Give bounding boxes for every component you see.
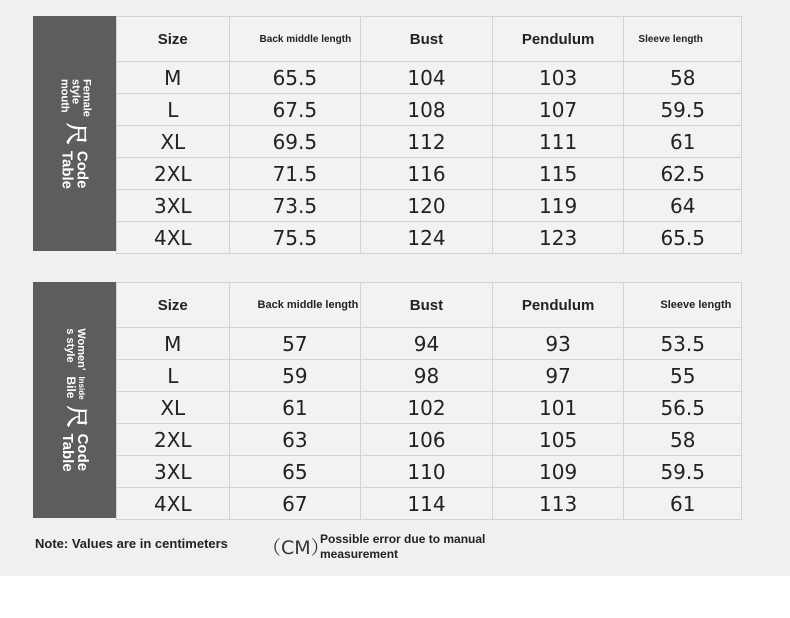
cell-back-length: 67 (229, 488, 361, 520)
cell-back-length: 65.5 (229, 62, 361, 94)
cell-size: L (117, 94, 230, 126)
side-label-line: Bile (63, 376, 78, 399)
cell-size: 2XL (117, 424, 230, 456)
side-label-line: Female (80, 78, 92, 117)
cell-pendulum: 113 (492, 488, 624, 520)
side-label-female (33, 16, 116, 251)
header-bust: Bust (361, 283, 493, 328)
size-table-female (116, 16, 742, 254)
header-pendulum: Pendulum (492, 17, 624, 62)
table-header-row (117, 17, 742, 62)
cell-back-length: 75.5 (229, 222, 361, 254)
header-back-middle-length: Back middle length (229, 283, 361, 328)
header-bust: Bust (361, 17, 493, 62)
header-size: Size (117, 17, 230, 62)
cell-sleeve: 56.5 (624, 392, 742, 424)
cell-pendulum: 111 (492, 126, 624, 158)
cell-back-length: 57 (229, 328, 361, 360)
table-row (117, 190, 742, 222)
cell-sleeve: 53.5 (624, 328, 742, 360)
cell-size: 4XL (117, 488, 230, 520)
table-row (117, 456, 742, 488)
header-back-middle-length: Back middle length (229, 17, 361, 62)
cell-sleeve: 61 (624, 488, 742, 520)
cell-sleeve: 59.5 (624, 456, 742, 488)
error-note: Possible error due to manual measurement (320, 532, 486, 561)
side-label-line: Code (73, 150, 91, 188)
cell-back-length: 61 (229, 392, 361, 424)
side-label-line: style (69, 78, 81, 104)
cell-bust: 114 (361, 488, 493, 520)
size-table-womens (116, 282, 742, 520)
cell-pendulum: 103 (492, 62, 624, 94)
cell-bust: 120 (361, 190, 493, 222)
cell-sleeve: 64 (624, 190, 742, 222)
womens-size-table-block (33, 282, 742, 518)
cell-bust: 98 (361, 360, 493, 392)
cell-back-length: 67.5 (229, 94, 361, 126)
cell-size: M (117, 328, 230, 360)
cell-bust: 102 (361, 392, 493, 424)
table-row (117, 126, 742, 158)
female-size-table-block (33, 16, 742, 251)
cell-back-length: 65 (229, 456, 361, 488)
units-cm: （CM） (262, 537, 330, 559)
cell-size: 3XL (117, 190, 230, 222)
table-row (117, 424, 742, 456)
cell-back-length: 63 (229, 424, 361, 456)
side-label-womens (33, 282, 116, 518)
side-label-glyph: 尺 (62, 405, 88, 428)
units-note: Note: Values are in centimeters (35, 536, 228, 551)
cell-back-length: 73.5 (229, 190, 361, 222)
side-label-line: Women' (74, 328, 87, 371)
cell-size: M (117, 62, 230, 94)
side-label-line: Table (58, 150, 76, 189)
cell-pendulum: 97 (492, 360, 624, 392)
side-label-line: mouth (58, 78, 70, 113)
side-label-line: Code (73, 433, 91, 472)
cell-pendulum: 115 (492, 158, 624, 190)
cell-bust: 108 (361, 94, 493, 126)
cell-size: 3XL (117, 456, 230, 488)
cell-back-length: 59 (229, 360, 361, 392)
cell-pendulum: 123 (492, 222, 624, 254)
header-pendulum: Pendulum (492, 283, 624, 328)
cell-size: 4XL (117, 222, 230, 254)
cell-size: XL (117, 392, 230, 424)
cell-bust: 104 (361, 62, 493, 94)
cell-pendulum: 101 (492, 392, 624, 424)
cell-sleeve: 55 (624, 360, 742, 392)
cell-sleeve: 62.5 (624, 158, 742, 190)
table-row (117, 360, 742, 392)
cell-sleeve: 65.5 (624, 222, 742, 254)
cell-bust: 124 (361, 222, 493, 254)
table-row (117, 488, 742, 520)
cell-pendulum: 105 (492, 424, 624, 456)
table-row (117, 62, 742, 94)
side-label-glyph: 尺 (62, 122, 88, 145)
cell-sleeve: 58 (624, 62, 742, 94)
side-label-line: Inside (76, 376, 86, 400)
cell-bust: 106 (361, 424, 493, 456)
table-row (117, 222, 742, 254)
table-row (117, 158, 742, 190)
cell-sleeve: 58 (624, 424, 742, 456)
cell-pendulum: 107 (492, 94, 624, 126)
cell-pendulum: 119 (492, 190, 624, 222)
cell-back-length: 71.5 (229, 158, 361, 190)
header-sleeve-length: Sleeve length (624, 283, 742, 328)
cell-bust: 94 (361, 328, 493, 360)
cell-size: 2XL (117, 158, 230, 190)
table-row (117, 328, 742, 360)
cell-sleeve: 61 (624, 126, 742, 158)
cell-back-length: 69.5 (229, 126, 361, 158)
cell-bust: 112 (361, 126, 493, 158)
header-sleeve-length: Sleeve length (624, 17, 742, 62)
cell-size: XL (117, 126, 230, 158)
table-row (117, 94, 742, 126)
cell-bust: 110 (361, 456, 493, 488)
cell-sleeve: 59.5 (624, 94, 742, 126)
side-label-line: s style (63, 328, 76, 363)
cell-bust: 116 (361, 158, 493, 190)
cell-pendulum: 93 (492, 328, 624, 360)
table-row (117, 392, 742, 424)
side-label-line: Table (58, 433, 76, 472)
table-header-row (117, 283, 742, 328)
header-size: Size (117, 283, 230, 328)
cell-size: L (117, 360, 230, 392)
cell-pendulum: 109 (492, 456, 624, 488)
